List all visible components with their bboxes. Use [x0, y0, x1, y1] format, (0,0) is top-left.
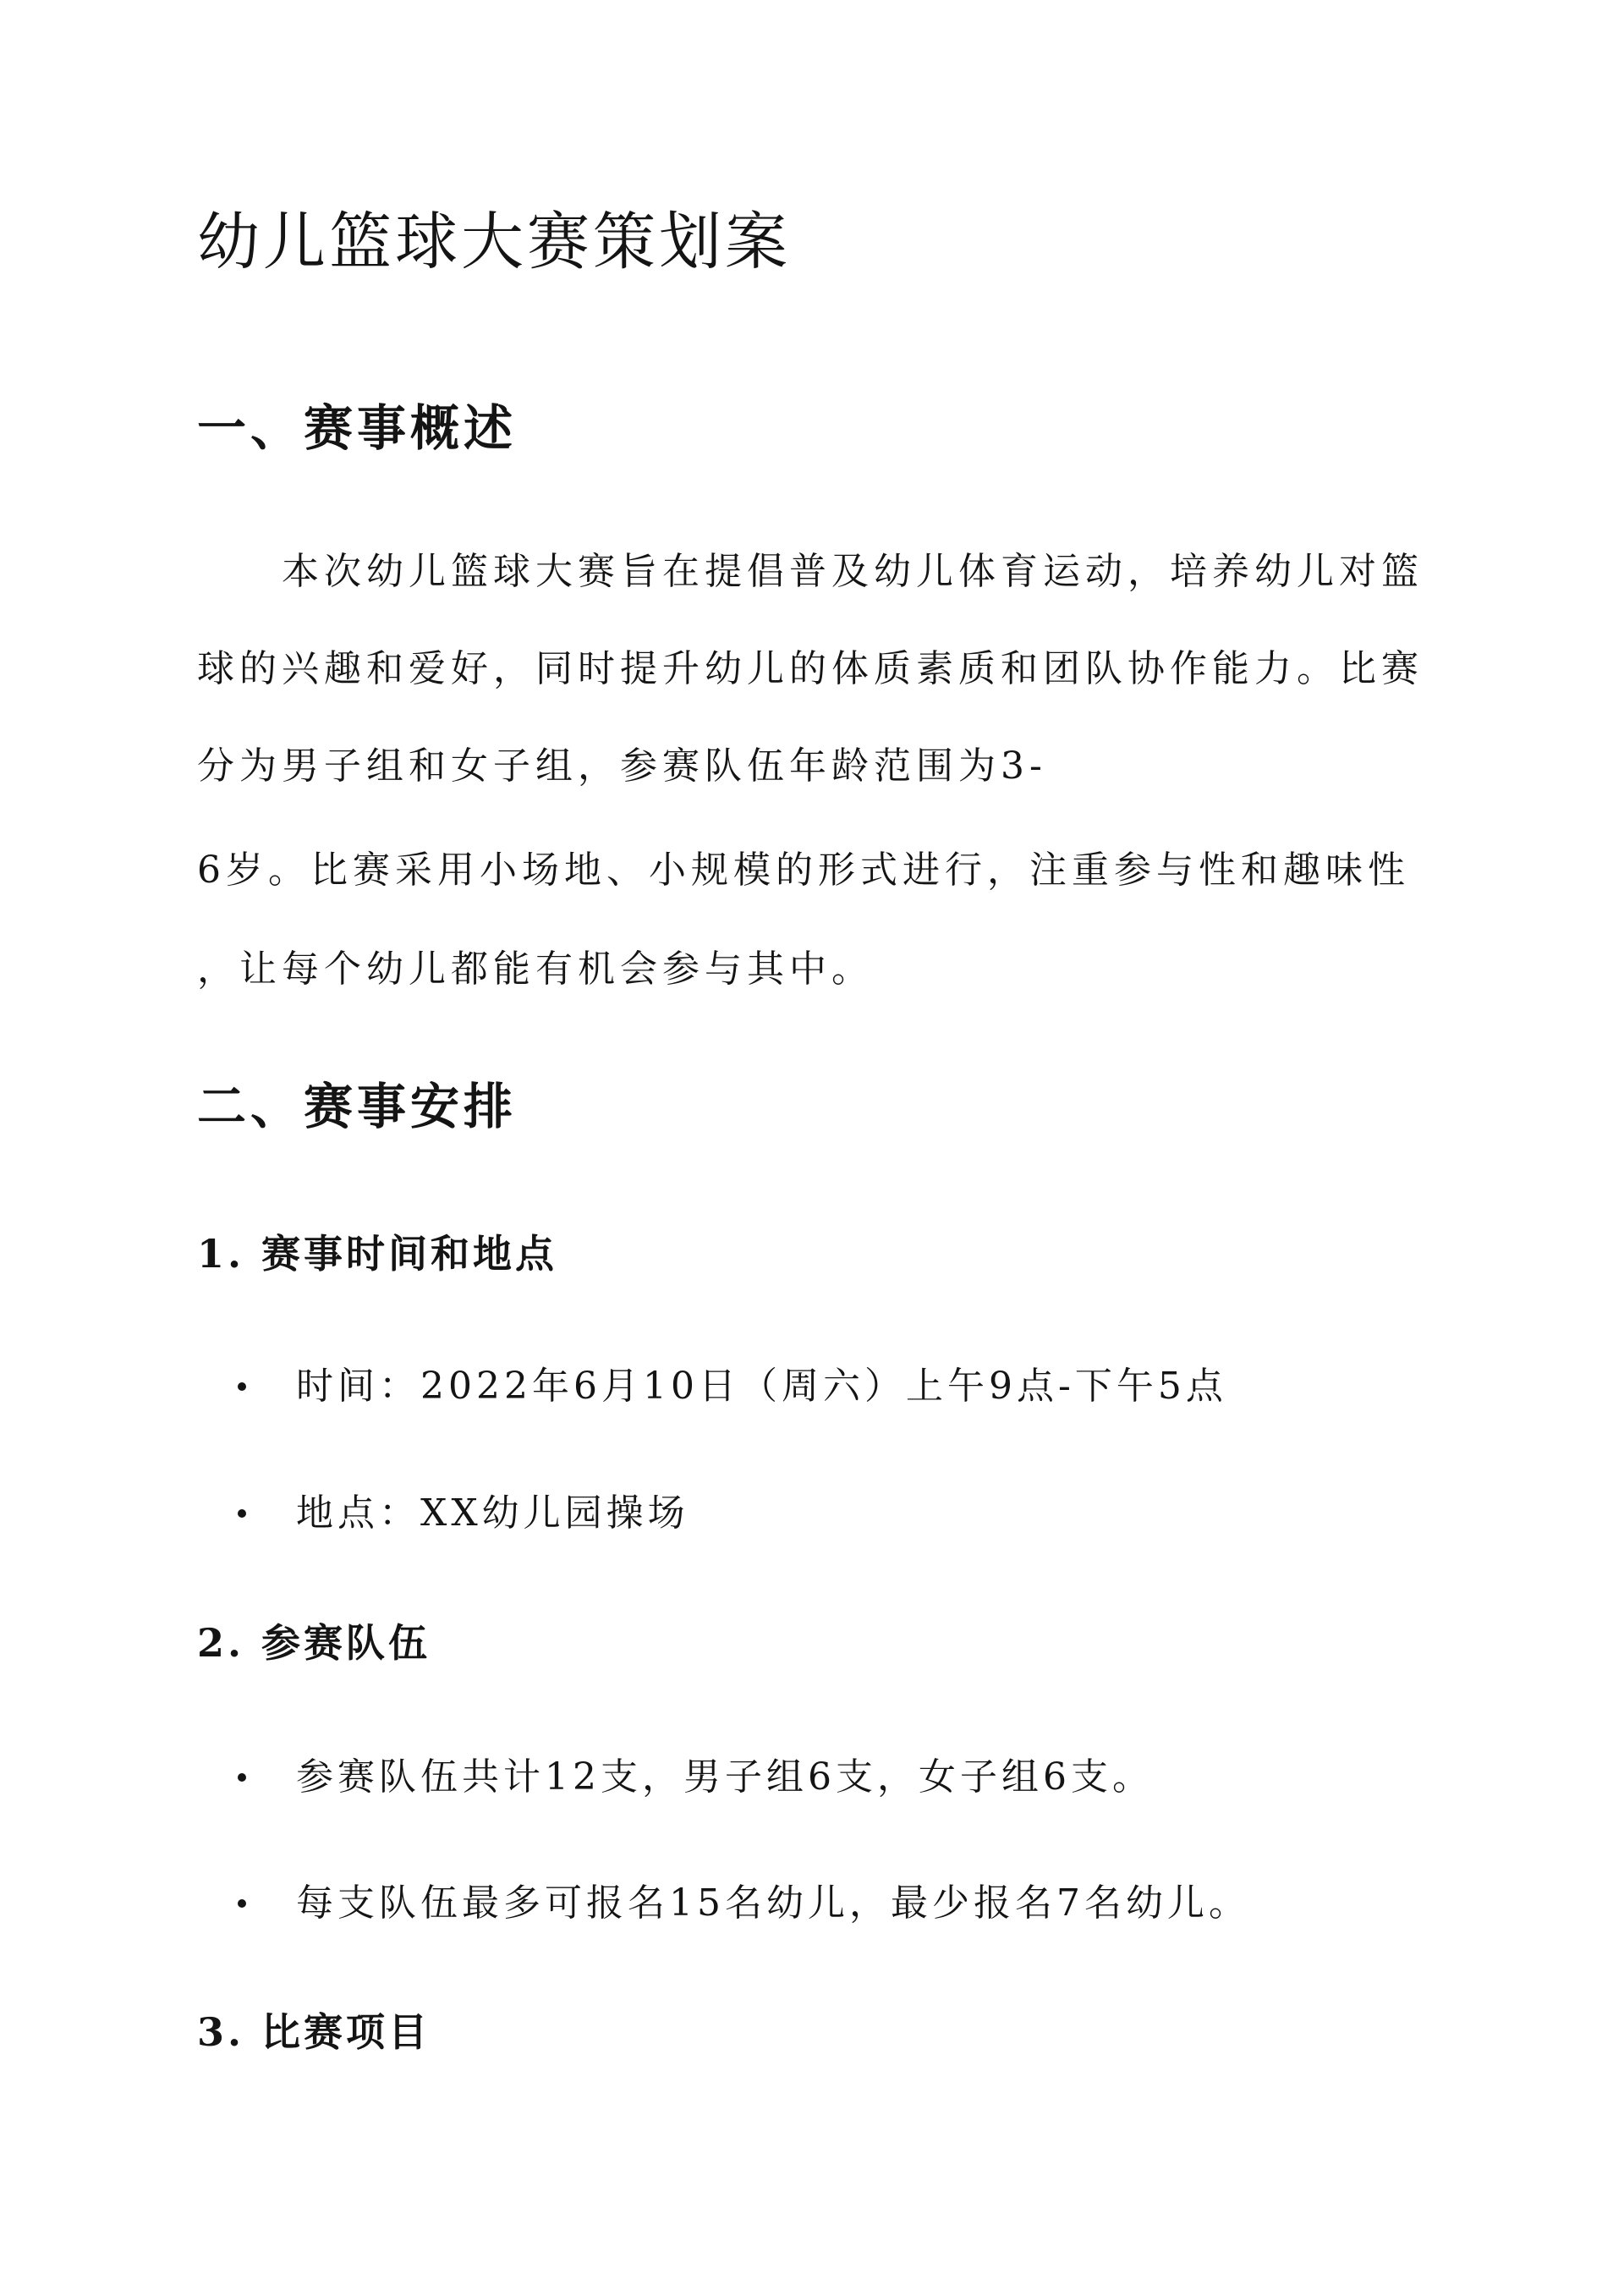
subsection-heading-time-location: 1. 赛事时间和地点	[197, 1231, 558, 1277]
paragraph-line: 6岁。比赛采用小场地、小规模的形式进行，注重参与性和趣味性	[197, 849, 1410, 892]
section-heading-overview: 一、赛事概述	[197, 399, 518, 457]
section-heading-schedule: 二、赛事安排	[197, 1078, 518, 1135]
subsection-heading-teams: 2. 参赛队伍	[197, 1620, 431, 1666]
paragraph-line: 分为男子组和女子组，参赛队伍年龄范围为3-	[197, 744, 1047, 788]
bullet-icon	[238, 1773, 246, 1782]
paragraph-line: ，让每个幼儿都能有机会参与其中。	[197, 948, 874, 991]
bullet-icon	[238, 1509, 246, 1518]
list-item-text: 时间：2022年6月10日（周六）上午9点-下午5点	[296, 1365, 1227, 1408]
list-item-text: 地点：XX幼儿园操场	[296, 1491, 689, 1535]
document-title: 幼儿篮球大赛策划案	[197, 206, 791, 278]
list-item-text: 参赛队伍共计12支，男子组6支，女子组6支。	[296, 1755, 1154, 1799]
bullet-icon	[238, 1899, 246, 1908]
bullet-icon	[238, 1382, 246, 1391]
list-item-text: 每支队伍最多可报名15名幼儿，最少报名7名幼儿。	[296, 1881, 1250, 1925]
paragraph-line: 本次幼儿篮球大赛旨在提倡普及幼儿体育运动，培养幼儿对篮	[197, 550, 1424, 593]
paragraph-line: 球的兴趣和爱好，同时提升幼儿的体质素质和团队协作能力。比赛	[197, 647, 1424, 690]
subsection-heading-events: 3. 比赛项目	[197, 2009, 431, 2055]
